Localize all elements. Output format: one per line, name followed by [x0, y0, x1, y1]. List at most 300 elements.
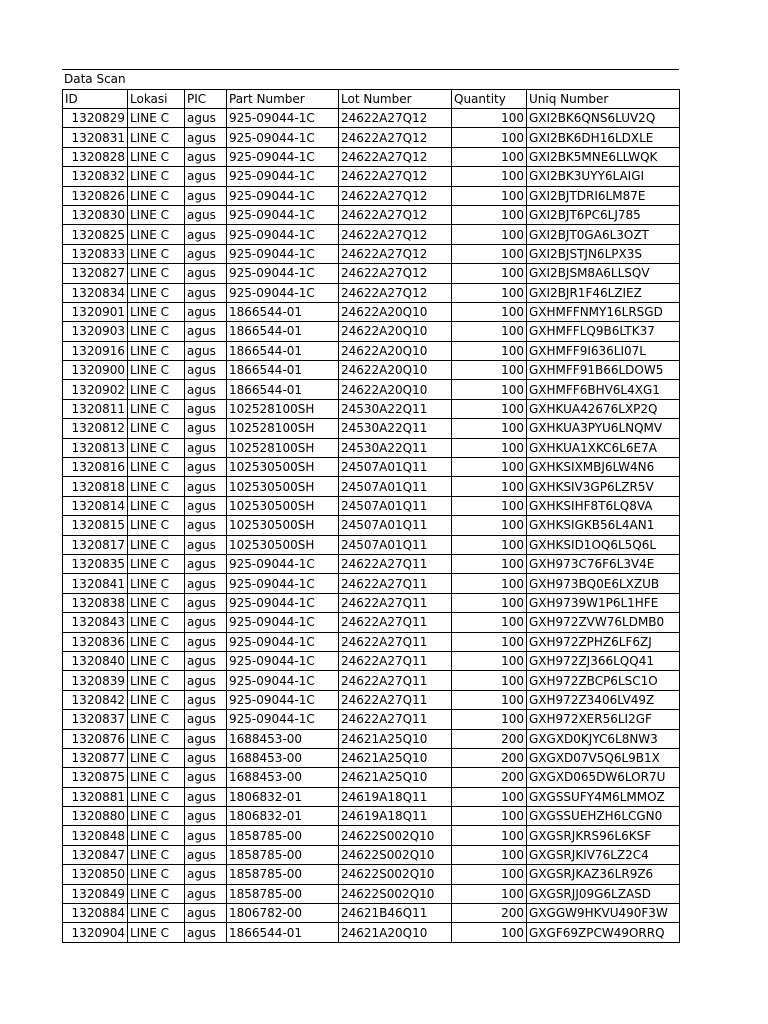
cell-part-number: 102530500SH [227, 535, 339, 554]
cell-lokasi: LINE C [128, 632, 185, 651]
cell-lokasi: LINE C [128, 244, 185, 263]
cell-pic: agus [185, 167, 227, 186]
cell-quantity: 100 [452, 632, 527, 651]
table-row [63, 302, 680, 321]
cell-id: 1320814 [63, 496, 128, 515]
cell-quantity: 100 [452, 651, 527, 670]
cell-part-number: 102528100SH [227, 419, 339, 438]
cell-quantity: 100 [452, 845, 527, 864]
cell-uniq-number: GXI2BK3UYY6LAIGI [527, 167, 680, 186]
cell-lot-number: 24622A20Q10 [339, 302, 452, 321]
cell-quantity: 100 [452, 923, 527, 942]
cell-id: 1320833 [63, 244, 128, 263]
cell-pic: agus [185, 923, 227, 942]
cell-uniq-number: GXGSRJJ09G6LZASD [527, 884, 680, 903]
table-row [63, 690, 680, 709]
cell-uniq-number: GXH972ZPHZ6LF6ZJ [527, 632, 680, 651]
cell-part-number: 1866544-01 [227, 322, 339, 341]
cell-lokasi: LINE C [128, 147, 185, 166]
cell-lot-number: 24621A20Q10 [339, 923, 452, 942]
cell-lot-number: 24622A27Q12 [339, 186, 452, 205]
cell-part-number: 925-09044-1C [227, 167, 339, 186]
cell-lokasi: LINE C [128, 283, 185, 302]
cell-lot-number: 24622A27Q12 [339, 147, 452, 166]
cell-quantity: 100 [452, 710, 527, 729]
cell-lot-number: 24622A27Q12 [339, 167, 452, 186]
cell-uniq-number: GXHKUA42676LXP2Q [527, 399, 680, 418]
cell-lot-number: 24622A27Q11 [339, 671, 452, 690]
cell-uniq-number: GXGSRJKAZ36LR9Z6 [527, 865, 680, 884]
cell-pic: agus [185, 690, 227, 709]
cell-part-number: 925-09044-1C [227, 593, 339, 612]
cell-pic: agus [185, 458, 227, 477]
cell-lokasi: LINE C [128, 574, 185, 593]
cell-lot-number: 24622A27Q12 [339, 264, 452, 283]
cell-part-number: 925-09044-1C [227, 244, 339, 263]
cell-pic: agus [185, 651, 227, 670]
table-row [63, 167, 680, 186]
cell-id: 1320815 [63, 516, 128, 535]
cell-lokasi: LINE C [128, 671, 185, 690]
cell-id: 1320836 [63, 632, 128, 651]
cell-lot-number: 24622A27Q12 [339, 128, 452, 147]
cell-id: 1320832 [63, 167, 128, 186]
cell-lot-number: 24622A27Q12 [339, 283, 452, 302]
cell-id: 1320812 [63, 419, 128, 438]
table-row [63, 845, 680, 864]
cell-id: 1320840 [63, 651, 128, 670]
cell-pic: agus [185, 593, 227, 612]
table-row [63, 186, 680, 205]
cell-lot-number: 24622S002Q10 [339, 845, 452, 864]
cell-lot-number: 24507A01Q11 [339, 496, 452, 515]
cell-quantity: 100 [452, 109, 527, 128]
cell-id: 1320902 [63, 380, 128, 399]
cell-id: 1320848 [63, 826, 128, 845]
cell-uniq-number: GXH972ZJ366LQQ41 [527, 651, 680, 670]
table-row [63, 574, 680, 593]
cell-part-number: 925-09044-1C [227, 690, 339, 709]
table-row [63, 322, 680, 341]
cell-pic: agus [185, 302, 227, 321]
cell-part-number: 925-09044-1C [227, 225, 339, 244]
cell-quantity: 100 [452, 283, 527, 302]
header-pic: PIC [185, 90, 227, 109]
cell-part-number: 925-09044-1C [227, 574, 339, 593]
cell-uniq-number: GXH972Z3406LV49Z [527, 690, 680, 709]
table-row [63, 535, 680, 554]
cell-lokasi: LINE C [128, 787, 185, 806]
cell-part-number: 1806832-01 [227, 787, 339, 806]
cell-pic: agus [185, 322, 227, 341]
cell-uniq-number: GXGXD065DW6LOR7U [527, 768, 680, 787]
cell-pic: agus [185, 729, 227, 748]
cell-id: 1320837 [63, 710, 128, 729]
cell-part-number: 1806782-00 [227, 904, 339, 923]
cell-lokasi: LINE C [128, 690, 185, 709]
cell-lokasi: LINE C [128, 477, 185, 496]
cell-lot-number: 24621A25Q10 [339, 748, 452, 767]
cell-lot-number: 24621A25Q10 [339, 768, 452, 787]
cell-lokasi: LINE C [128, 535, 185, 554]
cell-lokasi: LINE C [128, 109, 185, 128]
table-row [63, 923, 680, 942]
cell-lokasi: LINE C [128, 205, 185, 224]
cell-quantity: 100 [452, 167, 527, 186]
cell-lot-number: 24622A27Q11 [339, 710, 452, 729]
cell-part-number: 925-09044-1C [227, 128, 339, 147]
cell-lokasi: LINE C [128, 341, 185, 360]
cell-id: 1320813 [63, 438, 128, 457]
cell-pic: agus [185, 865, 227, 884]
table-row [63, 205, 680, 224]
cell-lot-number: 24507A01Q11 [339, 458, 452, 477]
cell-id: 1320877 [63, 748, 128, 767]
cell-part-number: 102530500SH [227, 458, 339, 477]
cell-lokasi: LINE C [128, 438, 185, 457]
cell-lokasi: LINE C [128, 128, 185, 147]
cell-uniq-number: GXHKSID1OQ6L5Q6L [527, 535, 680, 554]
cell-part-number: 1688453-00 [227, 729, 339, 748]
table-row [63, 477, 680, 496]
cell-pic: agus [185, 535, 227, 554]
cell-pic: agus [185, 826, 227, 845]
cell-pic: agus [185, 264, 227, 283]
cell-lokasi: LINE C [128, 322, 185, 341]
cell-id: 1320835 [63, 554, 128, 573]
data-scan-sheet [62, 69, 679, 943]
cell-uniq-number: GXHKUA1XKC6L6E7A [527, 438, 680, 457]
cell-id: 1320843 [63, 613, 128, 632]
cell-lot-number: 24621A25Q10 [339, 729, 452, 748]
cell-id: 1320900 [63, 361, 128, 380]
table-row [63, 593, 680, 612]
cell-quantity: 100 [452, 574, 527, 593]
cell-pic: agus [185, 884, 227, 903]
cell-quantity: 100 [452, 787, 527, 806]
cell-uniq-number: GXHKSIHF8T6LQ8VA [527, 496, 680, 515]
cell-part-number: 925-09044-1C [227, 186, 339, 205]
cell-lot-number: 24622S002Q10 [339, 865, 452, 884]
cell-uniq-number: GXH9739W1P6L1HFE [527, 593, 680, 612]
cell-quantity: 100 [452, 225, 527, 244]
cell-id: 1320829 [63, 109, 128, 128]
cell-id: 1320838 [63, 593, 128, 612]
cell-part-number: 102528100SH [227, 399, 339, 418]
cell-pic: agus [185, 186, 227, 205]
cell-pic: agus [185, 361, 227, 380]
table-row [63, 399, 680, 418]
cell-quantity: 100 [452, 264, 527, 283]
cell-lot-number: 24622A20Q10 [339, 361, 452, 380]
cell-pic: agus [185, 109, 227, 128]
cell-part-number: 102530500SH [227, 496, 339, 515]
cell-pic: agus [185, 768, 227, 787]
data-table [62, 89, 680, 943]
cell-lot-number: 24622A27Q12 [339, 225, 452, 244]
cell-part-number: 1866544-01 [227, 923, 339, 942]
cell-lokasi: LINE C [128, 419, 185, 438]
cell-uniq-number: GXHMFFLQ9B6LTK37 [527, 322, 680, 341]
cell-lokasi: LINE C [128, 768, 185, 787]
cell-quantity: 100 [452, 322, 527, 341]
cell-quantity: 100 [452, 613, 527, 632]
cell-uniq-number: GXHKSIGKB56L4AN1 [527, 516, 680, 535]
cell-lokasi: LINE C [128, 807, 185, 826]
cell-pic: agus [185, 807, 227, 826]
cell-part-number: 1858785-00 [227, 845, 339, 864]
cell-lot-number: 24622A20Q10 [339, 380, 452, 399]
cell-lokasi: LINE C [128, 399, 185, 418]
table-row [63, 748, 680, 767]
cell-pic: agus [185, 399, 227, 418]
cell-quantity: 100 [452, 361, 527, 380]
cell-part-number: 1858785-00 [227, 865, 339, 884]
cell-uniq-number: GXGSRJKRS96L6KSF [527, 826, 680, 845]
cell-lot-number: 24622A27Q12 [339, 244, 452, 263]
cell-uniq-number: GXI2BK6DH16LDXLE [527, 128, 680, 147]
cell-lokasi: LINE C [128, 167, 185, 186]
cell-quantity: 100 [452, 884, 527, 903]
cell-quantity: 100 [452, 438, 527, 457]
cell-lokasi: LINE C [128, 554, 185, 573]
cell-part-number: 1688453-00 [227, 748, 339, 767]
cell-id: 1320842 [63, 690, 128, 709]
cell-id: 1320816 [63, 458, 128, 477]
cell-lot-number: 24530A22Q11 [339, 419, 452, 438]
cell-uniq-number: GXI2BJSM8A6LLSQV [527, 264, 680, 283]
cell-quantity: 200 [452, 748, 527, 767]
table-row [63, 729, 680, 748]
cell-lot-number: 24622A27Q11 [339, 613, 452, 632]
table-row [63, 710, 680, 729]
cell-uniq-number: GXHMFF6BHV6L4XG1 [527, 380, 680, 399]
cell-quantity: 100 [452, 807, 527, 826]
cell-part-number: 1858785-00 [227, 826, 339, 845]
cell-uniq-number: GXI2BJSTJN6LPX3S [527, 244, 680, 263]
cell-pic: agus [185, 710, 227, 729]
cell-id: 1320834 [63, 283, 128, 302]
cell-part-number: 925-09044-1C [227, 613, 339, 632]
cell-quantity: 100 [452, 380, 527, 399]
cell-quantity: 100 [452, 496, 527, 515]
cell-pic: agus [185, 574, 227, 593]
cell-id: 1320904 [63, 923, 128, 942]
cell-part-number: 102530500SH [227, 516, 339, 535]
cell-id: 1320817 [63, 535, 128, 554]
table-row [63, 632, 680, 651]
cell-pic: agus [185, 477, 227, 496]
cell-part-number: 925-09044-1C [227, 710, 339, 729]
cell-part-number: 1688453-00 [227, 768, 339, 787]
cell-part-number: 1858785-00 [227, 884, 339, 903]
cell-uniq-number: GXI2BJTDRI6LM87E [527, 186, 680, 205]
table-row [63, 109, 680, 128]
header-lot-number: Lot Number [339, 90, 452, 109]
cell-part-number: 1866544-01 [227, 380, 339, 399]
cell-quantity: 100 [452, 186, 527, 205]
table-row [63, 884, 680, 903]
table-row [63, 458, 680, 477]
cell-id: 1320847 [63, 845, 128, 864]
cell-lokasi: LINE C [128, 613, 185, 632]
cell-uniq-number: GXGF69ZPCW49ORRQ [527, 923, 680, 942]
cell-pic: agus [185, 845, 227, 864]
cell-uniq-number: GXH972ZBCP6LSC1O [527, 671, 680, 690]
cell-uniq-number: GXI2BJT0GA6L3OZT [527, 225, 680, 244]
cell-id: 1320841 [63, 574, 128, 593]
cell-lot-number: 24622A20Q10 [339, 322, 452, 341]
cell-lot-number: 24622A27Q11 [339, 632, 452, 651]
table-row [63, 865, 680, 884]
cell-lokasi: LINE C [128, 496, 185, 515]
cell-lot-number: 24621B46Q11 [339, 904, 452, 923]
cell-uniq-number: GXI2BJT6PC6LJ785 [527, 205, 680, 224]
cell-part-number: 925-09044-1C [227, 671, 339, 690]
table-row [63, 147, 680, 166]
cell-part-number: 1866544-01 [227, 302, 339, 321]
cell-lot-number: 24622A27Q11 [339, 574, 452, 593]
table-row [63, 128, 680, 147]
cell-pic: agus [185, 419, 227, 438]
header-part-number: Part Number [227, 90, 339, 109]
table-row [63, 651, 680, 670]
cell-uniq-number: GXHMFFNMY16LRSGD [527, 302, 680, 321]
cell-uniq-number: GXHKSIV3GP6LZR5V [527, 477, 680, 496]
cell-id: 1320875 [63, 768, 128, 787]
cell-lokasi: LINE C [128, 186, 185, 205]
cell-lokasi: LINE C [128, 865, 185, 884]
table-row [63, 768, 680, 787]
cell-lokasi: LINE C [128, 361, 185, 380]
cell-part-number: 925-09044-1C [227, 554, 339, 573]
cell-part-number: 925-09044-1C [227, 147, 339, 166]
cell-uniq-number: GXH973C76F6L3V4E [527, 554, 680, 573]
cell-pic: agus [185, 128, 227, 147]
cell-pic: agus [185, 748, 227, 767]
cell-quantity: 100 [452, 147, 527, 166]
cell-lokasi: LINE C [128, 826, 185, 845]
cell-pic: agus [185, 904, 227, 923]
cell-pic: agus [185, 283, 227, 302]
cell-lokasi: LINE C [128, 593, 185, 612]
cell-part-number: 102530500SH [227, 477, 339, 496]
table-row [63, 807, 680, 826]
cell-lot-number: 24622A27Q11 [339, 651, 452, 670]
cell-uniq-number: GXGXD0KJYC6L8NW3 [527, 729, 680, 748]
cell-quantity: 100 [452, 535, 527, 554]
cell-quantity: 100 [452, 341, 527, 360]
cell-lot-number: 24622A27Q12 [339, 205, 452, 224]
cell-lokasi: LINE C [128, 651, 185, 670]
cell-uniq-number: GXGGW9HKVU490F3W [527, 904, 680, 923]
cell-part-number: 925-09044-1C [227, 632, 339, 651]
cell-lot-number: 24622S002Q10 [339, 884, 452, 903]
table-row [63, 361, 680, 380]
cell-pic: agus [185, 632, 227, 651]
cell-part-number: 925-09044-1C [227, 264, 339, 283]
cell-part-number: 102528100SH [227, 438, 339, 457]
cell-quantity: 100 [452, 419, 527, 438]
cell-lokasi: LINE C [128, 884, 185, 903]
cell-id: 1320811 [63, 399, 128, 418]
cell-lokasi: LINE C [128, 845, 185, 864]
cell-quantity: 200 [452, 768, 527, 787]
table-row [63, 380, 680, 399]
table-row [63, 787, 680, 806]
cell-lokasi: LINE C [128, 729, 185, 748]
cell-lot-number: 24530A22Q11 [339, 438, 452, 457]
cell-lot-number: 24530A22Q11 [339, 399, 452, 418]
cell-uniq-number: GXGSRJKIV76LZ2C4 [527, 845, 680, 864]
cell-lokasi: LINE C [128, 225, 185, 244]
cell-lokasi: LINE C [128, 748, 185, 767]
cell-id: 1320828 [63, 147, 128, 166]
cell-lot-number: 24507A01Q11 [339, 516, 452, 535]
cell-uniq-number: GXHKSIXMBJ6LW4N6 [527, 458, 680, 477]
cell-quantity: 100 [452, 458, 527, 477]
table-row [63, 671, 680, 690]
header-quantity: Quantity [452, 90, 527, 109]
cell-lokasi: LINE C [128, 264, 185, 283]
cell-uniq-number: GXI2BK6QNS6LUV2Q [527, 109, 680, 128]
cell-id: 1320839 [63, 671, 128, 690]
cell-quantity: 100 [452, 244, 527, 263]
table-row [63, 341, 680, 360]
cell-pic: agus [185, 380, 227, 399]
cell-pic: agus [185, 225, 227, 244]
cell-id: 1320850 [63, 865, 128, 884]
cell-part-number: 1866544-01 [227, 341, 339, 360]
cell-quantity: 100 [452, 205, 527, 224]
cell-uniq-number: GXHMFF9I636LI07L [527, 341, 680, 360]
cell-uniq-number: GXHKUA3PYU6LNQMV [527, 419, 680, 438]
cell-pic: agus [185, 516, 227, 535]
cell-id: 1320884 [63, 904, 128, 923]
cell-pic: agus [185, 787, 227, 806]
cell-quantity: 100 [452, 865, 527, 884]
cell-uniq-number: GXI2BJR1F46LZIEZ [527, 283, 680, 302]
table-row [63, 419, 680, 438]
table-row [63, 438, 680, 457]
cell-id: 1320826 [63, 186, 128, 205]
cell-id: 1320880 [63, 807, 128, 826]
cell-uniq-number: GXGSSUEHZH6LCGN0 [527, 807, 680, 826]
cell-pic: agus [185, 341, 227, 360]
sheet-title: Data Scan [62, 69, 679, 89]
cell-quantity: 100 [452, 302, 527, 321]
cell-pic: agus [185, 554, 227, 573]
cell-uniq-number: GXH972ZVW76LDMB0 [527, 613, 680, 632]
cell-pic: agus [185, 147, 227, 166]
cell-quantity: 100 [452, 477, 527, 496]
cell-lokasi: LINE C [128, 710, 185, 729]
cell-lokasi: LINE C [128, 302, 185, 321]
cell-quantity: 200 [452, 904, 527, 923]
cell-part-number: 925-09044-1C [227, 109, 339, 128]
table-row [63, 516, 680, 535]
table-row [63, 554, 680, 573]
cell-pic: agus [185, 244, 227, 263]
cell-uniq-number: GXI2BK5MNE6LLWQK [527, 147, 680, 166]
table-row [63, 264, 680, 283]
cell-lokasi: LINE C [128, 458, 185, 477]
table-row [63, 225, 680, 244]
cell-lot-number: 24619A18Q11 [339, 787, 452, 806]
cell-lokasi: LINE C [128, 516, 185, 535]
cell-id: 1320825 [63, 225, 128, 244]
cell-uniq-number: GXH972XER56LI2GF [527, 710, 680, 729]
